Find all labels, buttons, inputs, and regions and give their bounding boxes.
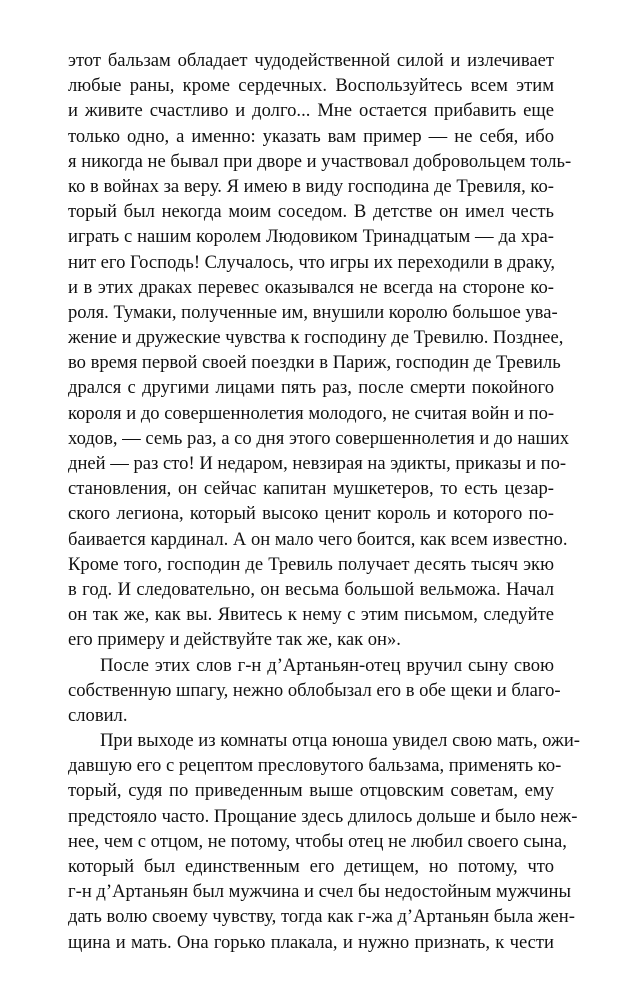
paragraph-3 — [68, 728, 580, 955]
text-line: он так же, как вы. Явитесь к нему с этим письмом, следуйте — [68, 604, 554, 626]
text-line: и живите счастливо и долго... Мне остается прибавить еще — [68, 100, 554, 122]
text-line: который был единственным его детищем, но потому, что — [68, 856, 554, 877]
text-line: дрался с другими лицами пять раз, после смерти покойного — [68, 377, 554, 399]
text-line: Кроме того, господин де Тревиль получает десять тысяч экю — [68, 553, 554, 575]
text-line: становления, он сейчас капитан мушкетеров, то есть цезар- — [68, 478, 554, 500]
text-line: предстояло часто. Прощание здесь длилось дольше и было неж- — [68, 805, 578, 827]
text-line: нит его Господь! Случалось, что игры их переходили в драку, — [68, 251, 555, 273]
book-page — [68, 48, 580, 955]
text-line: ко в войнах за веру. Я имею в виду господина де Тревиля, ко- — [68, 175, 554, 197]
text-line: торый, судя по приведенным выше отцовским советам, ему — [68, 780, 554, 802]
text-line: давшую его с рецептом пресловутого бальзама, применять ко- — [68, 755, 562, 777]
text-line: только одно, а именно: указать вам пример — не себя, ибо — [68, 125, 554, 147]
text-line: ходов, — семь раз, а со дня этого совершеннолетия и до наших — [68, 427, 570, 449]
text-line: баивается кардинал. А он мало чего боится, как всем известно. — [68, 528, 568, 550]
text-line: его примеру и действуйте так же, как он». — [68, 629, 401, 651]
text-line: дней — раз сто! И недаром, невзирая на эдикты, приказы и по- — [68, 453, 567, 474]
text-line: собственную шпагу, нежно облобызал его в обе щеки и благо- — [68, 679, 561, 701]
paragraph-2 — [68, 653, 561, 729]
text-line: во время первой своей поездки в Париж, господин де Тревиль — [68, 352, 561, 374]
text-line: этот бальзам обладает чудодейственной силой и излечивает — [68, 50, 554, 71]
text-line: г-н д’Артаньян был мужчина и счел бы недостойным мужчины — [68, 881, 571, 903]
text-line: При выходе из комнаты отца юноша увидел свою мать, ожи- — [100, 730, 580, 752]
text-line: словил. — [68, 704, 128, 726]
text-line: короля и до совершеннолетия молодого, не считая войн и по- — [68, 402, 555, 424]
text-line: щина и мать. Она горько плакала, и нужно признать, к чести — [68, 931, 554, 953]
text-line: я никогда не бывал при дворе и участвовал добровольцем толь- — [68, 150, 572, 172]
text-line: играть с нашим королем Людовиком Тринадцатым — да хра- — [68, 226, 554, 248]
text-line: дать волю своему чувству, тогда как г-жа д’Артаньян была жен- — [68, 906, 575, 928]
text-line: нее, чем с отцом, не потому, чтобы отец не любил своего сына, — [68, 830, 567, 852]
text-line: жение и дружеские чувства к господину де Тревилю. Позднее, — [68, 327, 564, 349]
text-line: и в этих драках перевес оказывался не всегда на стороне ко- — [68, 276, 554, 298]
text-line: любые раны, кроме сердечных. Воспользуйтесь всем этим — [68, 75, 554, 97]
text-line: роля. Тумаки, полученные им, внушили королю большое ува- — [68, 301, 558, 323]
text-line: После этих слов г-н д’Артаньян-отец вручил сыну свою — [100, 654, 554, 676]
text-line: торый был некогда моим соседом. В детстве он имел честь — [68, 201, 554, 223]
paragraph-1 — [68, 48, 572, 653]
text-line: в год. И следовательно, он весьма большой вельможа. Начал — [68, 578, 554, 600]
text-line: ского легиона, который высоко ценит король и которого по- — [68, 503, 554, 525]
